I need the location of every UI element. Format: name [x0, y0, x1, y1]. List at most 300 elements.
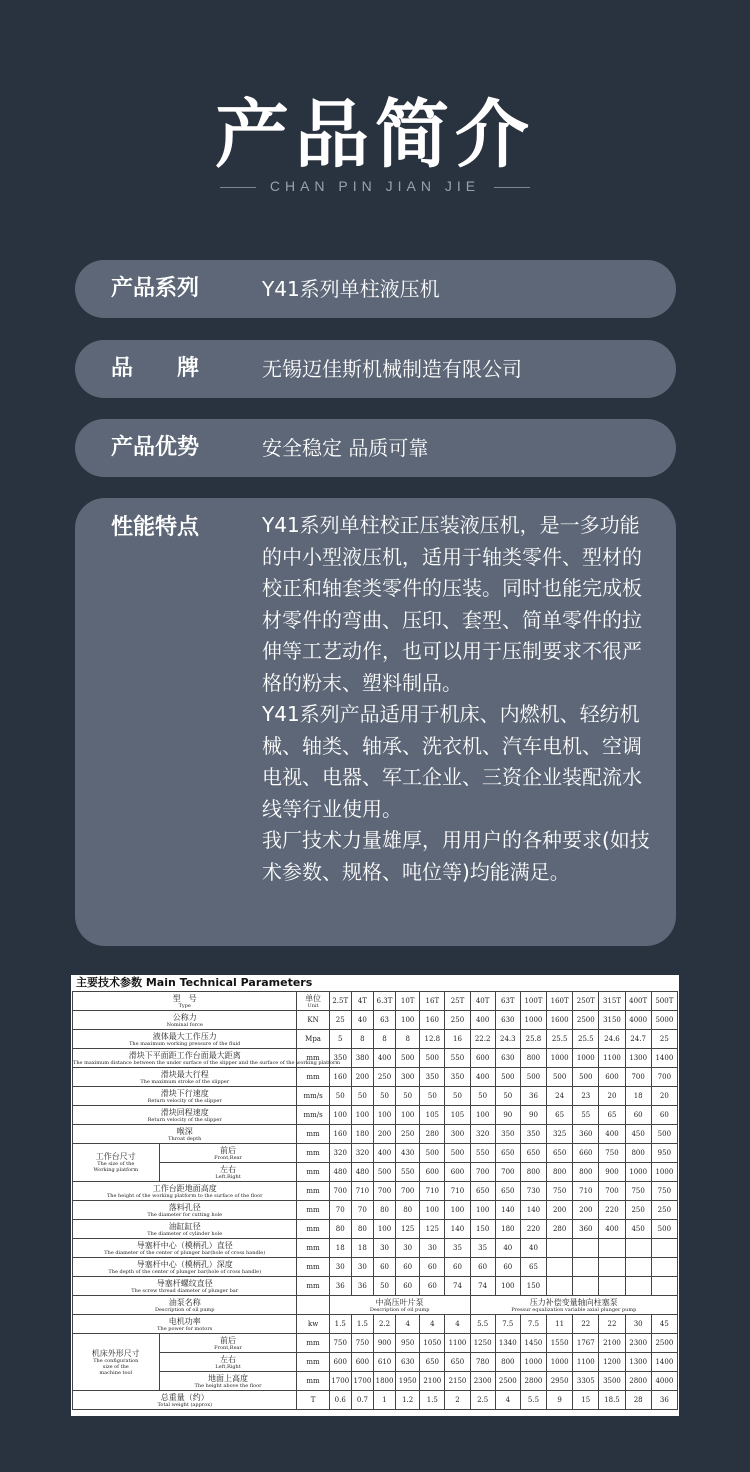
value-cell: 500 [547, 1068, 573, 1087]
pump-name-en: Description of oil pump [369, 1306, 430, 1313]
param-name-cell [159, 1144, 297, 1163]
value-cell: 36 [329, 1277, 351, 1296]
pump-type-cell [329, 1296, 470, 1315]
param-name-en: The maximum working pressure of the fluid [129, 1040, 241, 1047]
value-cell: 700 [373, 1182, 395, 1201]
value-cell: 22 [573, 1315, 599, 1334]
value-cell: 30 [373, 1239, 395, 1258]
value-cell: 500 [651, 1220, 677, 1239]
value-cell: 1000 [625, 1163, 651, 1182]
value-cell [651, 1277, 677, 1296]
value-cell: 0.6 [329, 1391, 351, 1410]
value-cell: 90 [495, 1106, 520, 1125]
value-cell: 150 [520, 1277, 546, 1296]
unit-cell: mm [297, 1239, 329, 1258]
value-cell [651, 1239, 677, 1258]
value-cell: 2300 [470, 1372, 495, 1391]
value-cell: 100 [351, 1106, 373, 1125]
value-cell: 380 [351, 1049, 373, 1068]
table-row [73, 1315, 678, 1334]
value-cell: 1100 [599, 1049, 625, 1068]
value-cell: 1800 [373, 1372, 395, 1391]
param-name-en: Left,Right [215, 1173, 241, 1180]
param-name-cell [73, 1277, 297, 1296]
value-cell: 20 [599, 1087, 625, 1106]
param-name-cn: 油泵名称 [168, 1297, 201, 1307]
value-cell [651, 1258, 677, 1277]
value-cell: 5 [329, 1030, 351, 1049]
value-cell: 5.5 [520, 1391, 546, 1410]
param-name-en: Return velocity of the slipper [147, 1116, 222, 1123]
value-cell: 50 [351, 1087, 373, 1106]
value-cell: 1700 [329, 1372, 351, 1391]
value-cell: 610 [373, 1353, 395, 1372]
value-cell: 50 [470, 1087, 495, 1106]
param-name-cn: 前后 [220, 1145, 237, 1155]
value-cell: 1000 [520, 1011, 546, 1030]
param-name-en: The power for motors [157, 1325, 213, 1332]
value-cell: 750 [351, 1334, 373, 1353]
value-cell: 63 [373, 1011, 395, 1030]
value-cell: 23 [573, 1087, 599, 1106]
value-cell: 500 [420, 1049, 445, 1068]
value-cell: 1100 [573, 1353, 599, 1372]
subtitle-right-divider [494, 187, 530, 188]
value-cell: 2300 [625, 1334, 651, 1353]
pump-type-cell [470, 1296, 677, 1315]
value-cell: 22 [599, 1315, 625, 1334]
value-cell: 24.6 [599, 1030, 625, 1049]
unit-cell: mm [297, 1182, 329, 1201]
value-cell: 65 [599, 1106, 625, 1125]
value-cell: 1300 [625, 1049, 651, 1068]
value-cell: 100 [329, 1106, 351, 1125]
group-name-cell [73, 1144, 160, 1182]
unit-cell [297, 1296, 329, 1315]
value-cell: 430 [396, 1144, 420, 1163]
param-name-cell [297, 992, 329, 1011]
value-cell: 22.2 [470, 1030, 495, 1049]
value-cell: 700 [470, 1163, 495, 1182]
value-cell: 200 [547, 1201, 573, 1220]
value-cell: 140 [520, 1201, 546, 1220]
unit-cell: mm [297, 1258, 329, 1277]
value-cell [625, 1258, 651, 1277]
param-name-cn: 左右 [220, 1354, 237, 1364]
table-row [73, 1277, 678, 1296]
value-cell: 650 [495, 1144, 520, 1163]
value-cell: 710 [351, 1182, 373, 1201]
param-name-en: The diameter of the center of plunger bar(hole of cross handle) [104, 1249, 266, 1256]
param-name-cell [73, 1087, 297, 1106]
value-cell: 65 [520, 1258, 546, 1277]
unit-cell: mm/s [297, 1106, 329, 1125]
value-cell: 40 [520, 1239, 546, 1258]
value-cell: 550 [445, 1049, 470, 1068]
pump-name-cn: 压力补偿变量轴向柱塞泵 [529, 1297, 618, 1307]
value-cell: 1000 [651, 1163, 677, 1182]
value-cell: 950 [396, 1334, 420, 1353]
value-cell: 700 [329, 1182, 351, 1201]
value-cell: 350 [420, 1068, 445, 1087]
value-cell: 1.2 [396, 1391, 420, 1410]
table-row [73, 1125, 678, 1144]
value-cell: 3305 [573, 1372, 599, 1391]
param-name-cell [73, 1011, 297, 1030]
value-cell: 45 [651, 1315, 677, 1334]
value-cell: 280 [420, 1125, 445, 1144]
value-cell: 50 [373, 1087, 395, 1106]
value-cell: 600 [420, 1163, 445, 1182]
value-cell: 350 [495, 1125, 520, 1144]
value-cell: 160 [329, 1068, 351, 1087]
value-cell: 1.5 [329, 1315, 351, 1334]
value-cell: 2500 [573, 1011, 599, 1030]
param-name-cn: 地面上高度 [208, 1373, 249, 1383]
param-name-cell [73, 1391, 297, 1410]
unit-cell: mm [297, 1144, 329, 1163]
value-cell: 800 [520, 1163, 546, 1182]
value-cell: 500 [651, 1125, 677, 1144]
value-cell: 600 [445, 1163, 470, 1182]
value-cell: 25.5 [573, 1030, 599, 1049]
value-cell: 1000 [547, 1049, 573, 1068]
param-name-en: The height of the working platform to the surface of the floor [106, 1192, 263, 1199]
table-row [73, 1239, 678, 1258]
value-cell: 350 [445, 1068, 470, 1087]
value-cell: 400 [373, 1144, 395, 1163]
param-name-cn: 喉深 [176, 1126, 193, 1136]
value-cell: 7.5 [495, 1315, 520, 1334]
value-cell: 24.7 [625, 1030, 651, 1049]
value-cell: 40 [495, 1239, 520, 1258]
value-cell: 325 [547, 1125, 573, 1144]
value-cell: 50 [445, 1087, 470, 1106]
row-label-part: 品 [111, 356, 134, 381]
value-cell: 60 [625, 1106, 651, 1125]
value-cell: 1100 [445, 1334, 470, 1353]
info-row-brand [75, 340, 676, 398]
value-cell: 100 [373, 1220, 395, 1239]
value-cell: 2150 [445, 1372, 470, 1391]
table-row [73, 1144, 678, 1163]
value-cell: 700 [651, 1068, 677, 1087]
unit-cell: mm/s [297, 1087, 329, 1106]
group-name-en: The size of the [97, 1161, 135, 1167]
value-cell: 0.7 [351, 1391, 373, 1410]
value-cell: 100 [445, 1201, 470, 1220]
value-cell: 650 [445, 1353, 470, 1372]
model-header-cell: 2.5T [329, 992, 351, 1011]
param-name-en: The screw thread diameter of plunger bar [131, 1287, 239, 1294]
param-name-cn: 油缸缸径 [168, 1221, 201, 1231]
param-name-en: Throat depth [168, 1135, 202, 1142]
value-cell: 1 [373, 1391, 395, 1410]
param-name-cell [159, 1372, 297, 1391]
value-cell: 350 [520, 1125, 546, 1144]
value-cell: 70 [351, 1201, 373, 1220]
table-row [73, 1106, 678, 1125]
page-subtitle [0, 178, 750, 194]
value-cell: 18 [329, 1239, 351, 1258]
param-name-cn: 前后 [220, 1335, 237, 1345]
value-cell: 500 [396, 1049, 420, 1068]
features-paragraph: Y41系列产品适用于机床、内燃机、轻纺机械、轴类、轴承、洗衣机、汽车电机、空调电视、电器、军工企业、三资企业装配流水线等行业使用。 [262, 702, 642, 821]
value-cell: 500 [373, 1163, 395, 1182]
value-cell: 2800 [625, 1372, 651, 1391]
table-row [73, 1391, 678, 1410]
param-name-cn: 左右 [220, 1164, 237, 1174]
value-cell: 1450 [520, 1334, 546, 1353]
value-cell: 55 [573, 1106, 599, 1125]
value-cell: 650 [470, 1182, 495, 1201]
param-name-cell [159, 1353, 297, 1372]
value-cell: 750 [651, 1182, 677, 1201]
param-name-en: Nominal force [166, 1021, 203, 1028]
group-name-cn: 机床外形尺寸 [91, 1348, 140, 1358]
table-header-row [73, 992, 678, 1011]
value-cell: 100 [470, 1106, 495, 1125]
model-header-cell: 160T [547, 992, 573, 1011]
value-cell: 600 [351, 1353, 373, 1372]
value-cell [599, 1258, 625, 1277]
value-cell: 700 [396, 1182, 420, 1201]
value-cell: 1300 [625, 1353, 651, 1372]
value-cell: 7.5 [520, 1315, 546, 1334]
param-name-en: Front,Rear [214, 1154, 242, 1161]
value-cell [573, 1239, 599, 1258]
value-cell: 16 [445, 1030, 470, 1049]
value-cell: 140 [445, 1220, 470, 1239]
value-cell: 1000 [573, 1049, 599, 1068]
value-cell: 320 [329, 1144, 351, 1163]
value-cell: 50 [420, 1087, 445, 1106]
value-cell [625, 1277, 651, 1296]
param-name-cell [159, 1334, 297, 1353]
value-cell: 4 [420, 1315, 445, 1334]
info-row-advantage [75, 419, 676, 477]
value-cell: 280 [547, 1220, 573, 1239]
value-cell: 300 [396, 1068, 420, 1087]
value-cell: 50 [329, 1087, 351, 1106]
table-row [73, 1049, 678, 1068]
pump-name-cn: 中高压叶片泵 [375, 1297, 424, 1307]
group-name-en: size of the [102, 1363, 129, 1370]
value-cell: 2 [445, 1391, 470, 1410]
value-cell: 1250 [470, 1334, 495, 1353]
value-cell: 1950 [396, 1372, 420, 1391]
value-cell: 1.5 [420, 1391, 445, 1410]
param-name-en: The diameter of cylinder hole [147, 1230, 223, 1237]
value-cell [599, 1277, 625, 1296]
value-cell: 710 [420, 1182, 445, 1201]
value-cell: 320 [470, 1125, 495, 1144]
model-header-cell: 63T [495, 992, 520, 1011]
param-name-cell [73, 1315, 297, 1334]
value-cell: 9 [547, 1391, 573, 1410]
param-name-cn: 落料孔径 [168, 1202, 201, 1212]
value-cell: 140 [495, 1201, 520, 1220]
unit-cell: mm [297, 1277, 329, 1296]
value-cell: 200 [373, 1125, 395, 1144]
param-name-cell [73, 1258, 297, 1277]
value-cell [547, 1239, 573, 1258]
table-row [73, 1068, 678, 1087]
value-cell: 800 [573, 1163, 599, 1182]
value-cell: 500 [520, 1068, 546, 1087]
param-name-cell [73, 1201, 297, 1220]
value-cell: 630 [495, 1011, 520, 1030]
group-name-cell [73, 1334, 160, 1391]
value-cell: 950 [651, 1144, 677, 1163]
value-cell: 600 [599, 1068, 625, 1087]
value-cell: 650 [520, 1144, 546, 1163]
value-cell: 750 [599, 1144, 625, 1163]
param-name-cn: 导塞杆中心（模柄孔）直径 [136, 1240, 233, 1250]
value-cell: 2100 [599, 1334, 625, 1353]
value-cell: 18 [351, 1239, 373, 1258]
value-cell: 710 [573, 1182, 599, 1201]
value-cell: 400 [470, 1068, 495, 1087]
value-cell: 36 [520, 1087, 546, 1106]
value-cell: 24 [547, 1087, 573, 1106]
value-cell: 750 [547, 1182, 573, 1201]
value-cell: 180 [351, 1125, 373, 1144]
table-row [73, 1030, 678, 1049]
param-name-cn: 滑块回程速度 [160, 1107, 209, 1117]
value-cell: 650 [420, 1353, 445, 1372]
value-cell: 650 [547, 1144, 573, 1163]
value-cell: 30 [329, 1258, 351, 1277]
param-name-en: The depth of the center of plunger bar(hole of cross handle) [108, 1268, 262, 1275]
param-name-cell [73, 1296, 297, 1315]
param-name-cn: 工作台距地面高度 [152, 1183, 217, 1193]
value-cell: 1000 [520, 1353, 546, 1372]
value-cell: 180 [495, 1220, 520, 1239]
value-cell: 250 [445, 1011, 470, 1030]
value-cell: 800 [495, 1353, 520, 1372]
value-cell: 700 [625, 1068, 651, 1087]
param-name-cn: 液体最大工作压力 [152, 1031, 217, 1041]
value-cell: 100 [495, 1277, 520, 1296]
param-name-cell [73, 1125, 297, 1144]
value-cell: 1050 [420, 1334, 445, 1353]
table-row [73, 1201, 678, 1220]
spec-table-image [71, 975, 679, 1416]
param-name-en: Return velocity of the slipper [147, 1097, 222, 1104]
value-cell: 160 [329, 1125, 351, 1144]
value-cell: 1000 [547, 1353, 573, 1372]
value-cell: 600 [470, 1049, 495, 1068]
value-cell: 4 [396, 1315, 420, 1334]
param-name-cell [159, 1163, 297, 1182]
value-cell: 480 [329, 1163, 351, 1182]
value-cell: 250 [396, 1125, 420, 1144]
pump-name-en: Pressur equalization variable axial plunger pump [511, 1306, 637, 1313]
value-cell: 5000 [651, 1011, 677, 1030]
value-cell: 15 [573, 1391, 599, 1410]
param-name-cell [73, 1106, 297, 1125]
param-name-cell [73, 1220, 297, 1239]
unit-cell: mm [297, 1220, 329, 1239]
table-row [73, 1258, 678, 1277]
value-cell: 800 [625, 1144, 651, 1163]
value-cell: 20 [651, 1087, 677, 1106]
param-name-en: Type [178, 1002, 191, 1009]
value-cell: 700 [599, 1182, 625, 1201]
table-row [73, 1353, 678, 1372]
value-cell: 1700 [351, 1372, 373, 1391]
value-cell: 2.5 [470, 1391, 495, 1410]
value-cell: 25.5 [547, 1030, 573, 1049]
value-cell: 35 [470, 1239, 495, 1258]
table-row [73, 1182, 678, 1201]
value-cell: 220 [520, 1220, 546, 1239]
value-cell: 1340 [495, 1334, 520, 1353]
subtitle-text: CHAN PIN JIAN JIE [269, 178, 481, 194]
row-value: 安全稳定 品质可靠 [262, 436, 429, 460]
table-row [73, 1220, 678, 1239]
value-cell [625, 1239, 651, 1258]
value-cell: 18 [625, 1087, 651, 1106]
spec-table-title: 主要技术参数 Main Technical Parameters [76, 976, 313, 989]
value-cell: 630 [396, 1353, 420, 1372]
value-cell: 900 [599, 1163, 625, 1182]
value-cell: 710 [445, 1182, 470, 1201]
value-cell: 50 [495, 1087, 520, 1106]
value-cell: 150 [470, 1220, 495, 1239]
unit-cell: mm [297, 1353, 329, 1372]
value-cell: 750 [329, 1334, 351, 1353]
param-name-en: Total weight (approx) [157, 1401, 212, 1408]
value-cell: 2950 [547, 1372, 573, 1391]
value-cell: 65 [547, 1106, 573, 1125]
value-cell: 730 [520, 1182, 546, 1201]
table-row [73, 1296, 678, 1315]
value-cell: 60 [651, 1106, 677, 1125]
value-cell: 220 [599, 1201, 625, 1220]
value-cell: 80 [351, 1220, 373, 1239]
model-header-cell: 315T [599, 992, 625, 1011]
value-cell: 100 [396, 1011, 420, 1030]
value-cell: 18.5 [599, 1391, 625, 1410]
group-name-cn: 工作台尺寸 [95, 1152, 136, 1161]
value-cell: 105 [445, 1106, 470, 1125]
value-cell: 70 [329, 1201, 351, 1220]
value-cell: 2500 [651, 1334, 677, 1353]
row-value: 无锡迈佳斯机械制造有限公司 [262, 357, 522, 381]
value-cell: 60 [445, 1258, 470, 1277]
unit-cell: mm [297, 1372, 329, 1391]
subtitle-left-divider [220, 187, 256, 188]
info-row-features [75, 498, 676, 946]
unit-cell: mm [297, 1125, 329, 1144]
value-cell: 80 [329, 1220, 351, 1239]
value-cell: 8 [351, 1030, 373, 1049]
param-name-en: Unit [307, 1002, 319, 1009]
param-name-cn: 滑块下平面距工作台面最大距离 [128, 1050, 241, 1060]
value-cell: 60 [396, 1277, 420, 1296]
row-label: 产品系列 [111, 276, 200, 301]
features-paragraph: 我厂技术力量雄厚，用用户的各种要求(如技术参数、规格、吨位等)均能满足。 [262, 828, 650, 884]
param-name-cn: 滑块最大行程 [160, 1069, 209, 1079]
param-name-en: Left,Right [215, 1363, 241, 1370]
spec-table [72, 991, 678, 1410]
model-header-cell: 100T [520, 992, 546, 1011]
value-cell: 900 [373, 1334, 395, 1353]
features-paragraph: Y41系列单柱校正压装液压机，是一多功能的中小型液压机，适用于轴类零件、型材的校正和轴套类零件的压装。同时也能完成板材零件的弯曲、压印、套型、简单零件的拉伸等工艺动作，也可以用于压制要求不很严格的粉末、塑料制品。 [262, 513, 642, 695]
value-cell: 12.8 [420, 1030, 445, 1049]
